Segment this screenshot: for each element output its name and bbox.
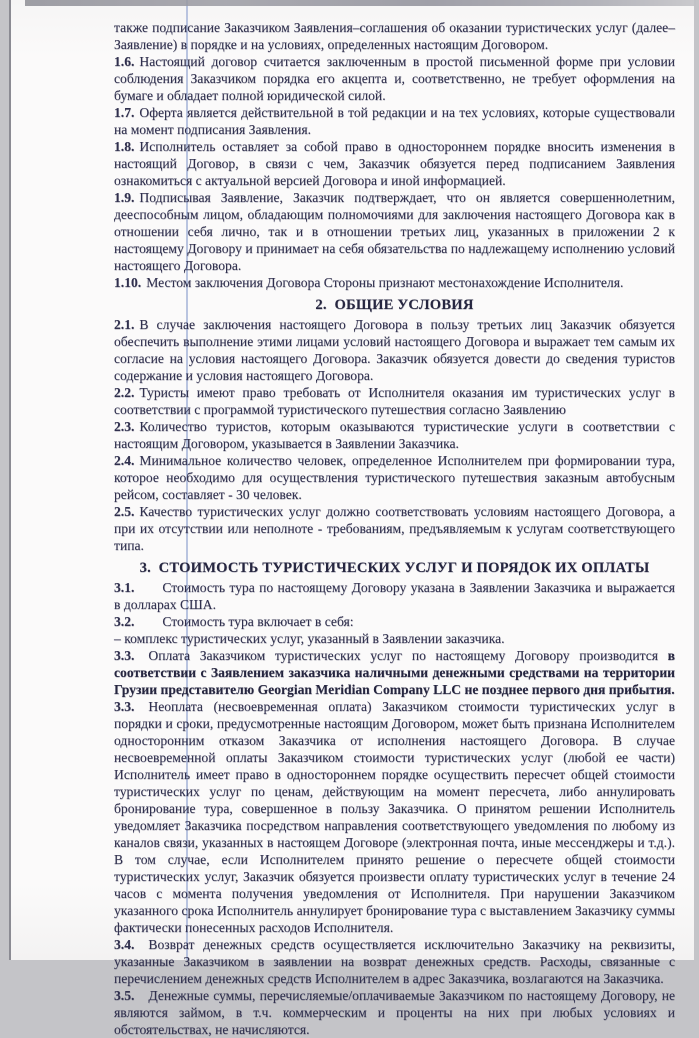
clause-text: Неоплата (несвоевременная оплата) Заказчиком стоимости туристических услуг в порядки и сроки, предусмотренные настоящим Договором, может быть признана Исполнителем односторонним отказом Заказчика от исполнения настоящего Договора. В случае несвоевременной оплаты Заказчиком стоимости туристических услуг (любой ее части) Исполнитель имеет право в одностороннем порядке осуществить пересчет общей стоимости туристических услуг по ценам, действующим на момент пересчета, либо аннулировать бронирование тура, совершенное в пользу Заказчика. О принятом решении Исполнитель уведомляет Заказчика посредством направления соответствующего уведомления по любому из каналов связи, указанных в настоящем Договоре (электронная почта, иные мессенджеры и т.д.). В том случае, если Исполнителем принято решение о пересчете общей стоимости туристических услуг, Заказчик обязуется произвести оплату туристических услуг в течение 24 часов с момента получения уведомления от Исполнителя. При нарушении Заказчиком указанного срока Исполнитель аннулирует бронирование тура с выставлением Заказчику суммы фактически понесенных расходов Исполнителя. — [114, 699, 675, 935]
clause-text: – комплекс туристических услуг, указанный в Заявлении заказчика. — [114, 631, 505, 646]
clause-text: Подписывая Заявление, Заказчик подтверждает, что он является совершеннолетним, дееспособным лицом, обладающим полномочиями для заключения настоящего Договора как в отношении себя лично, так и в отношении третьих лиц, указанных в приложении 2 к настоящему Договору и принимает на себя обязательства по надлежащему исполнению условий настоящего Договора. — [114, 190, 675, 273]
clause-2-5 — [114, 503, 675, 554]
clause-text: также подписание Заказчиком Заявления–соглашения об оказании туристических услуг (далее– Заявление) в порядке и на условиях, определенных настоящим Договором. — [114, 20, 675, 52]
clause-text-bold: в соответствии с Заявлением заказчика наличными денежными средствами на территории Грузии представителю Georgian Meridian Company LLC не позднее первого дня прибытия. — [114, 648, 675, 697]
clause-text: В случае заключения настоящего Договора в пользу третьих лиц Заказчик обязуется обеспечить выполнение этими лицами условий настоящего Договора и выражает тем самым их согласие на условия настоящего Договора. Заказчик обязуется довести до сведения туристов содержание и условия настоящего Договора. — [114, 317, 675, 383]
clause-number: 1.8. — [114, 139, 135, 154]
section-heading-general-terms: 2. ОБЩИЕ УСЛОВИЯ — [315, 297, 474, 313]
clause-3-3-nonpayment — [114, 698, 675, 936]
clause-3-3-payment — [114, 647, 675, 698]
clause-text: Туристы имеют право требовать от Исполнителя оказания им туристических услуг в соответствии с программой туристического путешествия согласно Заявлению — [114, 385, 675, 417]
clause-number: 2.1. — [114, 317, 135, 332]
clause-number: 3.4. — [114, 937, 135, 952]
contract-text — [114, 19, 675, 1038]
clause-text: Стоимость тура по настоящему Договору указана в Заявлении Заказчика и выражается в долларах США. — [114, 580, 675, 612]
clause-2-4 — [114, 452, 675, 503]
clause-2-1 — [114, 316, 675, 384]
clause-number: 2.2. — [114, 385, 135, 400]
clause-2-2 — [114, 384, 675, 418]
scanned-page — [9, 0, 694, 1037]
clause-1-8 — [114, 138, 675, 189]
clause-number: 2.5. — [114, 504, 135, 519]
clause-text: Местом заключения Договора Стороны признают местонахождение Исполнителя. — [146, 275, 624, 290]
clause-number: 3.3. — [114, 648, 135, 663]
clause-1-6 — [114, 53, 675, 104]
clause-3-2-item — [114, 630, 675, 647]
clause-3-2 — [114, 613, 675, 630]
clause-3-4 — [114, 936, 675, 987]
clause-text: Исполнитель оставляет за собой право в одностороннем порядке вносить изменения в настоящий Договор, в связи с чем, Заказчик обязуется перед подписанием Заявления ознакомиться с актуальной версией Договора и иной информацией. — [114, 139, 675, 188]
clause-number: 3.1. — [114, 580, 135, 595]
clause-2-3 — [114, 418, 675, 452]
clause-text: Настоящий договор считается заключенным в простой письменной форме при условии соблюдения Заказчиком порядка его акцепта и, соответственно, не требует оформления на бумаге и обладает полной юридической силой. — [114, 54, 675, 103]
clause-3-5 — [114, 987, 675, 1038]
clause-text: Оферта является действительной в той редакции и на тех условиях, которые существовали на момент подписания Заявления. — [114, 105, 675, 137]
clause-text: Возврат денежных средств осуществляется исключительно Заказчику на реквизиты, указанные Заказчиком в заявлении на возврат денежных средств. Расходы, связанные с перечислением денежных средств Исполнителем в адрес Заказчика, возлагаются на Заказчика. — [114, 937, 675, 986]
clause-number: 1.7. — [114, 105, 135, 120]
clause-number: 2.3. — [114, 419, 135, 434]
clause-number: 3.5. — [114, 988, 135, 1003]
clause-text: Стоимость тура включает в себя: — [162, 614, 354, 629]
clause-1-9 — [114, 189, 675, 274]
clause-number: 2.4. — [114, 453, 135, 468]
clause-text: Денежные суммы, перечисляемые/оплачиваемые Заказчиком по настоящему Договору, не являются займом, в т.ч. коммерческим и проценты на них при любых условиях и обстоятельствах, не начисляются. — [114, 988, 675, 1037]
clause-1-7 — [114, 104, 675, 138]
clause-text: Качество туристических услуг должно соответствовать условиям настоящего Договора, а при их отсутствии или неполноте - требованиям, предъявляемым к услугам соответствующего типа. — [114, 504, 675, 553]
clause-intro-continuation — [114, 19, 675, 53]
clause-text: Оплата Заказчиком туристических услуг по настоящему Договору производится — [148, 648, 668, 663]
clause-number: 1.10. — [114, 275, 142, 290]
clause-number: 3.2. — [114, 614, 135, 629]
clause-number: 3.3. — [114, 699, 135, 714]
clause-text: Количество туристов, которым оказываются туристические услуги в соответствии с настоящим Договором, указывается в Заявлении Заказчика. — [114, 419, 675, 451]
clause-number: 1.6. — [114, 54, 135, 69]
clause-3-1 — [114, 579, 675, 613]
scan-top-edge — [25, 0, 696, 6]
section-heading-cost-and-payment: 3. СТОИМОСТЬ ТУРИСТИЧЕСКИХ УСЛУГ И ПОРЯДОК ИХ ОПЛАТЫ — [139, 560, 650, 576]
clause-number: 1.9. — [114, 190, 135, 205]
clause-text: Минимальное количество человек, определенное Исполнителем при формировании тура, которое необходимо для осуществления туристического путешествия заказным автобусным рейсом, составляет - 30 человек. — [114, 453, 675, 502]
clause-1-10 — [114, 274, 675, 291]
